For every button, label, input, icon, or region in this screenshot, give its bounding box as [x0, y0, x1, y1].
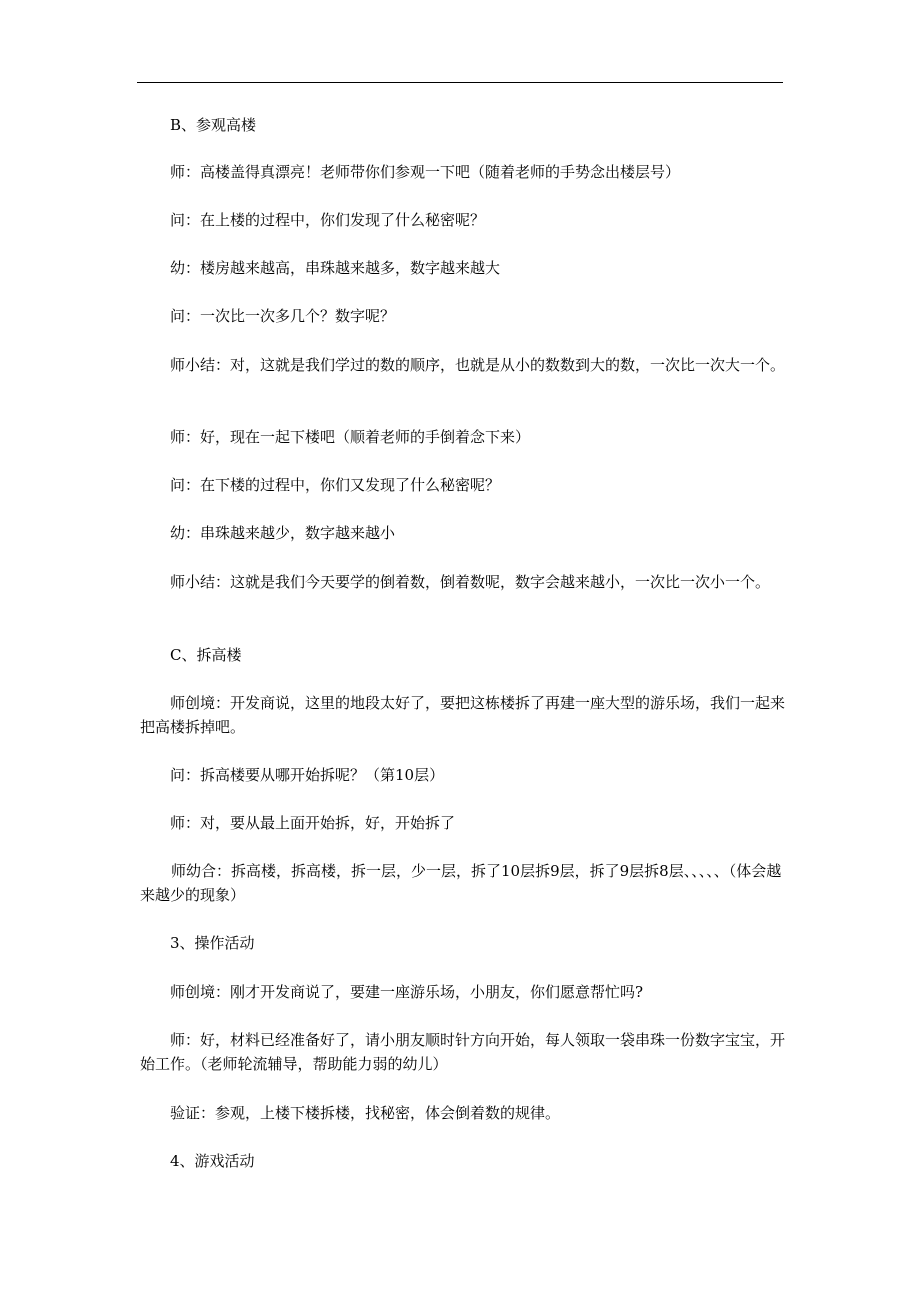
- paragraph-question-downstairs: 问：在下楼的过程中，你们又发现了什么秘密呢？: [170, 476, 501, 494]
- paragraph-child-answer-downstairs: 幼：串珠越来越少，数字越来越小: [170, 524, 396, 542]
- section-heading-b: B、参观高楼: [170, 116, 257, 134]
- paragraph-developer-playground: 师创境：刚才开发商说了，要建一座游乐场，小朋友，你们愿意帮忙吗?: [170, 983, 644, 1001]
- paragraph-chant: 师幼合：拆高楼，拆高楼，拆一层，少一层，拆了10层拆9层，拆了9层拆8层、、、、、（体会越来越少的现象）: [140, 862, 782, 904]
- paragraph-question-where-start: 问：拆高楼要从哪开始拆呢？（第10层）: [170, 766, 445, 784]
- paragraph-verification: 验证：参观，上楼下楼拆楼，找秘密，体会倒着数的规律。: [170, 1104, 561, 1122]
- paragraph-question-upstairs: 问：在上楼的过程中，你们发现了什么秘密呢？: [170, 211, 486, 229]
- paragraph-teacher-intro: 师：高楼盖得真漂亮！老师带你们参观一下吧（随着老师的手势念出楼层号）: [170, 163, 681, 181]
- paragraph-teacher-start-demolish: 师：对，要从最上面开始拆，好，开始拆了: [170, 814, 456, 832]
- paragraph-developer-scenario: 师创境：开发商说，这里的地段太好了，要把这栋楼拆了再建一座大型的游乐场，我们一起来把高楼拆掉吧。: [140, 694, 786, 736]
- paragraph-question-how-many: 问：一次比一次多几个？数字呢？: [170, 307, 396, 325]
- paragraph-child-answer-upstairs: 幼：楼房越来越高，串珠越来越多，数字越来越大: [170, 259, 501, 277]
- paragraph-teacher-summary-1: 师小结：对，这就是我们学过的数的顺序，也就是从小的数数到大的数，一次比一次大一个。: [170, 356, 786, 374]
- header-rule: [137, 82, 783, 83]
- paragraph-teacher-downstairs: 师：好，现在一起下楼吧（顺着老师的手倒着念下来）: [170, 428, 531, 446]
- section-heading-c: C、拆高楼: [170, 646, 242, 664]
- section-heading-4: 4、游戏活动: [170, 1152, 255, 1170]
- paragraph-teacher-summary-2: 师小结：这就是我们今天要学的倒着数，倒着数呢，数字会越来越小，一次比一次小一个。: [170, 573, 771, 591]
- paragraph-materials-ready: 师：好，材料已经准备好了，请小朋友顺时针方向开始，每人领取一袋串珠一份数字宝宝，开始工作。（老师轮流辅导，帮助能力弱的幼儿）: [140, 1031, 786, 1073]
- section-heading-3: 3、操作活动: [170, 934, 255, 952]
